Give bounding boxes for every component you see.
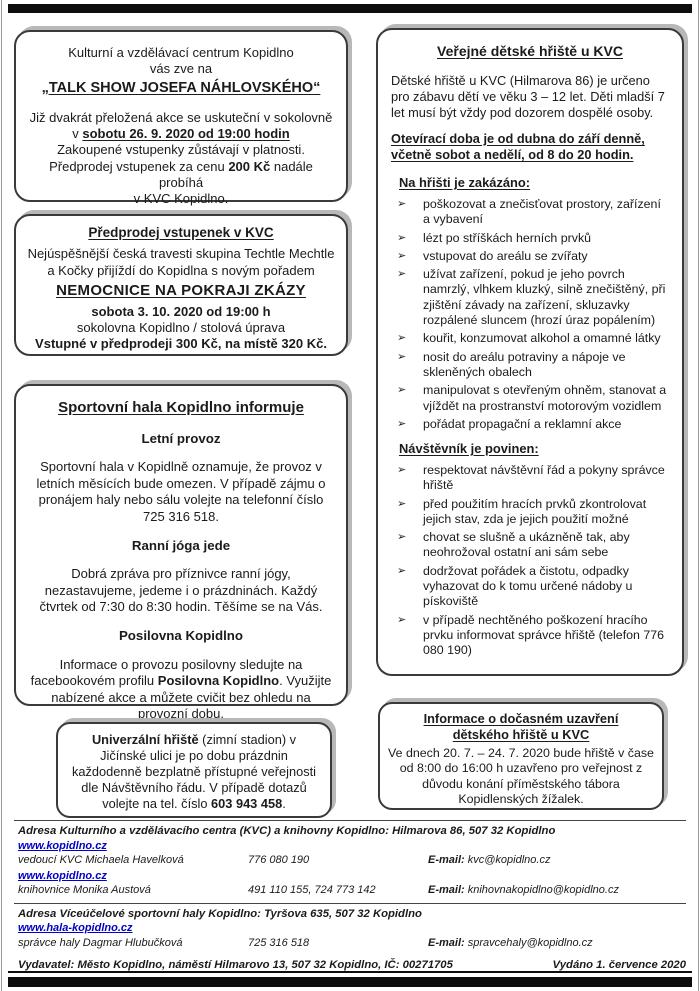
arrow-bullet-icon: ➢ — [397, 268, 407, 281]
page-top-border — [8, 4, 692, 13]
sports-hall-section2-text: Dobrá zpráva pro příznivce ranní jógy, nezastavujeme, jedeme i o prázdninách. Každý čtvrtek od 7:30 do 8:30 hodin. Těšíme se na Vás. — [39, 566, 323, 615]
hall-website-link[interactable]: www.hala-kopidlno.cz — [18, 922, 133, 934]
list-item: ➢ lézt po stříškách herních prvků — [397, 230, 592, 245]
presale-price: Vstupné v předprodeji 300 Kč, na místě 320 Kč. — [35, 336, 327, 352]
presale-card — [14, 214, 348, 356]
issue-date: Vydáno 1. července 2020 — [552, 959, 686, 971]
talk-show-invite: vás zve na — [149, 61, 213, 77]
publisher-info: Vydavatel: Město Kopidlno, náměstí Hilmarovo 13, 507 32 Kopidlno, IČ: 00271705 — [18, 959, 453, 971]
gym-facebook-profile-name: Posilovna Kopidlno — [157, 673, 280, 689]
sports-hall-section1-title: Letní provoz — [141, 430, 221, 446]
kvc-website-link[interactable]: www.kopidlno.cz — [18, 839, 107, 852]
presale-date: sobota 3. 10. 2020 od 19:00 h — [91, 303, 271, 319]
arrow-bullet-icon: ➢ — [397, 417, 407, 430]
list-item: ➢ pořádat propagační a reklamní akce — [397, 416, 622, 431]
arrow-bullet-icon: ➢ — [397, 464, 407, 476]
playground-rules-card — [376, 28, 684, 676]
page-left-border — [1, 0, 2, 991]
contact-name: vedoucí KVC Michaela Havelková — [18, 854, 184, 866]
sports-hall-section2-title: Ranní jóga jede — [131, 537, 231, 553]
arrow-bullet-icon: ➢ — [397, 613, 407, 626]
contact-phone: 491 110 155, 724 773 142 — [248, 884, 376, 896]
footer-divider — [14, 903, 686, 904]
talk-show-line1: Již dvakrát přeložená akce se uskuteční v sokolovně — [29, 109, 333, 125]
contact-email: E-mail: knihovnakopidlno@kopidlno.cz — [428, 884, 619, 896]
universal-field-card — [56, 722, 332, 818]
contact-row-kvc — [18, 854, 686, 868]
presale-show-title: NEMOCNICE NA POKRAJI ZKÁZY — [56, 282, 306, 300]
playground-heading: Veřejné dětské hřiště u KVC — [437, 43, 623, 59]
contact-email: E-mail: spravcehaly@kopidlno.cz — [428, 936, 593, 949]
contact-row-hall — [18, 937, 686, 951]
list-item: ➢ poškozovat a znečisťovat prostory, zařízení a vybavení — [397, 196, 661, 227]
closure-heading: Informace o dočasném uzavření dětského hřiště u KVC — [423, 711, 619, 742]
kvc-address-heading: Adresa Kulturního a vzdělávacího centra (KVC) a knihovny Kopidlno: Hilmarova 86, 507 32 Kopidlno — [18, 825, 556, 837]
universal-field-text: Univerzální hřiště (zimní stadion) v Jičínské ulici je po dobu prázdnin každodenně bezplatně přístupné veřejnosti dle Návštěvního řádu. V případě dotazů volejte na tel. číslo 603 943 458. — [71, 732, 317, 811]
page-right-border — [698, 0, 699, 991]
arrow-bullet-icon: ➢ — [397, 231, 407, 244]
contact-phone: 776 080 190 — [248, 854, 310, 866]
closure-text: Ve dnech 20. 7. – 24. 7. 2020 bude hřiště v čase od 8:00 do 16:00 h uzavřeno pro veřejnost z důvodu konání příměstského tábora Kopidlenských žížalek. — [388, 746, 654, 807]
talk-show-line3: Předprodej vstupenek za cenu 200 Kč nadále probíhá — [49, 158, 313, 191]
library-website-link[interactable]: www.kopidlno.cz — [18, 869, 107, 882]
page-bottom-border — [8, 977, 692, 987]
arrow-bullet-icon: ➢ — [397, 564, 407, 577]
duties-list — [391, 463, 669, 659]
contact-email: E-mail: kvc@kopidlno.cz — [428, 854, 551, 866]
publisher-row — [18, 959, 686, 973]
arrow-bullet-icon: ➢ — [397, 384, 407, 397]
footer-divider — [14, 820, 686, 821]
contact-name: správce haly Dagmar Hlubučková — [18, 936, 183, 949]
presale-line2: a Kočky přijíždí do Kopidlna s novým pořadem — [47, 262, 315, 278]
playground-closure-card — [378, 702, 664, 810]
prohibited-list — [391, 197, 669, 432]
prohibited-heading: Na hřišti je zakázáno: — [399, 175, 531, 191]
hall-address-heading: Adresa Víceúčelové sportovní haly Kopidlno: Tyršova 635, 507 32 Kopidlno — [18, 907, 422, 920]
list-item: ➢ užívat zařízení, pokud je jeho povrch namrzlý, vlhkem kluzký, silně znečištěný, při zjištění závady na zařízení, skluzavky rozpálené sluncem (hrozí úraz popálením) — [397, 267, 666, 328]
arrow-bullet-icon: ➢ — [397, 531, 407, 544]
duties-heading: Návštěvník je povinen: — [399, 441, 539, 457]
contact-footer — [14, 820, 686, 973]
contact-phone: 725 316 518 — [248, 936, 310, 949]
talk-show-title: „TALK SHOW JOSEFA NÁHLOVSKÉHO“ — [41, 79, 321, 96]
playground-intro: Dětské hřiště u KVC (Hilmarova 86) je určeno pro zábavu dětí ve věku 3 – 12 let. Děti mladší 7 let musí být vždy pod dozorem dospělé osoby. — [391, 72, 665, 120]
universal-field-title: Univerzální hřiště — [91, 732, 199, 747]
arrow-bullet-icon: ➢ — [397, 249, 407, 262]
arrow-bullet-icon: ➢ — [397, 332, 407, 345]
list-item: ➢ respektovat návštěvní řád a pokyny správce hřiště — [397, 463, 665, 493]
sports-hall-section3-text: Informace o provozu posilovny sledujte na facebookovém profilu Posilovna Kopidlno. Využijte nabízené akce a můžete cvičit bez ohledu na provozní dobu. — [30, 656, 332, 722]
sports-hall-section3-title: Posilovna Kopidlno — [118, 627, 244, 643]
list-item: ➢ vstupovat do areálu se zvířaty — [397, 248, 588, 263]
talk-show-price: 200 Kč — [228, 158, 271, 174]
contact-name: knihovnice Monika Austová — [18, 884, 151, 896]
arrow-bullet-icon: ➢ — [397, 350, 407, 363]
presale-line1: Nejúspěšnější česká travesti skupina Techtle Mechtle — [27, 246, 335, 262]
talk-show-date-line: v sobotu 26. 9. 2020 od 19:00 hodin — [72, 126, 290, 142]
presale-heading: Předprodej vstupenek v KVC — [88, 225, 274, 240]
arrow-bullet-icon: ➢ — [397, 497, 407, 510]
list-item: ➢ kouřit, konzumovat alkohol a omamné látky — [397, 331, 661, 346]
list-item: ➢ v případě nechtěného poškození hracího prvku informovat správce hřiště (telefon 776 080 190) — [397, 612, 665, 658]
list-item: ➢ chovat se slušně a ukázněně tak, aby neohrožoval ostatní ani sám sebe — [397, 530, 630, 560]
talk-show-date: sobotu 26. 9. 2020 od 19:00 hodin — [82, 126, 290, 142]
sports-hall-heading: Sportovní hala Kopidlno informuje — [58, 399, 304, 416]
list-item: ➢ před použitím hracích prvků zkontrolovat jejich stav, zda je jejich použití možné — [397, 496, 647, 526]
talk-show-announcement-card — [14, 30, 348, 207]
sports-hall-card — [14, 384, 348, 722]
talk-show-line2: Zakoupené vstupenky zůstávají v platnosti. — [57, 142, 305, 158]
list-item: ➢ nosit do areálu potraviny a nápoje ve skleněných obalech — [397, 349, 626, 379]
presale-venue: sokolovna Kopidlno / stolová úprava — [76, 320, 286, 336]
talk-show-line4: v KVC Kopidlno. — [133, 191, 229, 207]
contact-row-library — [18, 884, 686, 898]
list-item: ➢ manipulovat s otevřeným ohněm, stanovat a vjíždět na prostranství motorovým vozidlem — [397, 383, 667, 413]
arrow-bullet-icon: ➢ — [397, 197, 407, 210]
universal-field-phone: 603 943 458 — [211, 795, 283, 811]
playground-hours: Otevírací doba je od dubna do září denně, včetně sobot a nedělí, od 8 do 20 hodin. — [391, 130, 645, 162]
talk-show-host: Kulturní a vzdělávací centrum Kopidlno — [68, 45, 294, 60]
sports-hall-section1-text: Sportovní hala v Kopidlně oznamuje, že provoz v letních měsících bude omezen. V případě zájmu o pronájem haly nebo sálu volejte na telefonní číslo 725 316 518. — [36, 459, 326, 524]
list-item: ➢ dodržovat pořádek a čistotu, odpadky vyhazovat do k tomu určené nádoby u pískoviště — [397, 563, 633, 609]
